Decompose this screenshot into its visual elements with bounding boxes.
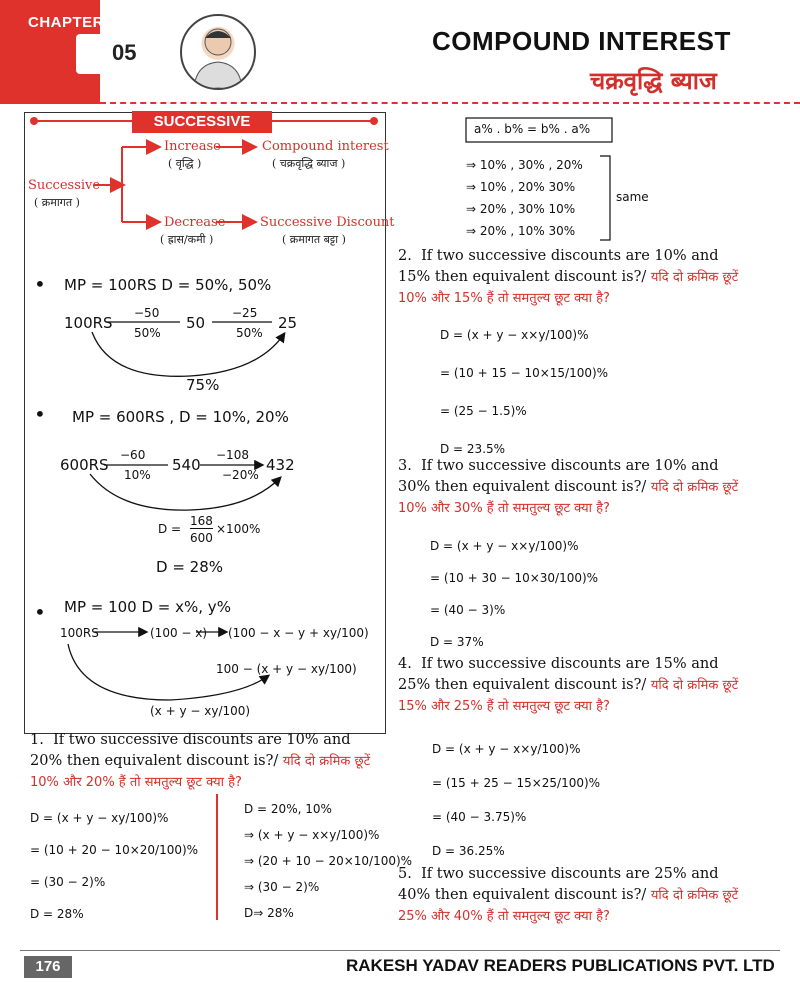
q1-alt-step: ⇒ (20 + 10 − 20×10/100)%: [244, 854, 413, 868]
successive-node: Successive: [28, 178, 101, 193]
question-3: [398, 456, 754, 519]
bullet: •: [34, 600, 46, 624]
page-title-hindi: चक्रवृद्धि ब्याज: [590, 67, 717, 95]
example1-line: MP = 100RS D = 50%, 50%: [64, 276, 272, 294]
decrease-node-hindi: ( ह्रास/कमी ): [160, 233, 214, 246]
order-row: ⇒ 20% , 10% 30%: [466, 224, 576, 238]
q2-work: [440, 316, 608, 468]
example1-end: 25: [278, 314, 298, 332]
q4-work: [432, 732, 600, 868]
q3-work: [430, 530, 598, 658]
q1-step: D = (x + y − xy/100)%: [30, 811, 169, 825]
q1-alt-step: ⇒ (x + y − x×y/100)%: [244, 828, 380, 842]
example2-calc-prefix: D =: [158, 522, 182, 536]
example1-step1-top: −50: [134, 306, 160, 320]
author-photo: [180, 14, 256, 90]
q3-step: = (10 + 30 − 10×30/100)%: [430, 571, 599, 585]
example2-result: D = 28%: [156, 558, 223, 576]
commutative-rows: [466, 154, 583, 242]
question-text-hindi: यदि दो क्रमिक छूटें 10% और 30% हैं तो समतुल्य छूट क्या है?: [398, 480, 739, 516]
order-row: ⇒ 10% , 30% , 20%: [466, 158, 583, 172]
q1-step: = (30 − 2)%: [30, 875, 106, 889]
commutative-box: a% . b% = b% . a%: [474, 122, 591, 136]
q3-step: = (40 − 3)%: [430, 603, 506, 617]
question-number: 3.: [398, 458, 412, 474]
page-title: COMPOUND INTEREST: [432, 26, 731, 56]
q4-step: = (15 + 25 − 15×25/100)%: [432, 776, 601, 790]
q4-step: D = 36.25%: [432, 844, 505, 858]
example2-mid: 540: [172, 456, 201, 474]
example1-mid: 50: [186, 314, 206, 332]
question-5: [398, 864, 754, 927]
bullet: •: [34, 402, 46, 426]
question-text: If two successive discounts are 10% and 15% then equivalent discount is?/: [398, 248, 719, 285]
example2-step2-bottom: −20%: [222, 468, 259, 482]
increase-node-hindi: ( वृद्धि ): [168, 157, 202, 170]
question-text-hindi: यदि दो क्रमिक छूटें 25% और 40% हैं तो समतुल्य छूट क्या है?: [398, 888, 739, 924]
q3-step: D = (x + y − x×y/100)%: [430, 539, 579, 553]
q1-alt-step: D = 20%, 10%: [244, 802, 332, 816]
question-number: 5.: [398, 866, 412, 882]
increase-node: Increase: [164, 139, 221, 154]
example1-total: 75%: [186, 376, 220, 394]
line-dot-right: [370, 117, 378, 125]
successive-discount-node-hindi: ( क्रमागत बट्टा ): [282, 233, 346, 246]
q2-step: D = 23.5%: [440, 442, 506, 456]
person-icon: [182, 16, 254, 88]
compound-interest-node-hindi: ( चक्रवृद्धि ब्याज ): [272, 157, 346, 170]
q4-step: D = (x + y − x×y/100)%: [432, 742, 581, 756]
example3-row2: 100 − (x + y − xy/100): [216, 662, 357, 676]
compound-interest-node: Compound interest: [262, 139, 389, 154]
q2-step: D = (x + y − x×y/100)%: [440, 328, 589, 342]
question-text-hindi: यदि दो क्रमिक छूटें 10% और 15% हैं तो समतुल्य छूट क्या है?: [398, 270, 739, 306]
question-text: If two successive discounts are 25% and 40% then equivalent discount is?/: [398, 866, 719, 903]
example2-step1-top: −60: [120, 448, 146, 462]
question-number: 4.: [398, 656, 412, 672]
example3-end: (100 − x − y + xy/100): [228, 626, 369, 640]
q1-alt-step: D⇒ 28%: [244, 906, 294, 920]
example2-end: 432: [266, 456, 295, 474]
example2-calc-suffix: ×100%: [216, 522, 261, 536]
page-number: 176: [24, 956, 72, 978]
question-text: If two successive discounts are 15% and 25% then equivalent discount is?/: [398, 656, 719, 693]
q1-step: = (10 + 20 − 10×20/100)%: [30, 843, 199, 857]
example2-step2-top: −108: [216, 448, 249, 462]
chapter-number: 05: [112, 40, 137, 65]
successive-discount-node: Successive Discount: [260, 215, 395, 230]
question-number: 2.: [398, 248, 412, 264]
question-text: If two successive discounts are 10% and 20% then equivalent discount is?/: [30, 732, 351, 769]
successive-node-hindi: ( क्रमागत ): [34, 196, 80, 209]
header-divider: [100, 102, 800, 104]
example3-line: MP = 100 D = x%, y%: [64, 598, 231, 616]
question-text-hindi: यदि दो क्रमिक छूटें 10% और 20% हैं तो समतुल्य छूट क्या है?: [30, 754, 371, 790]
decrease-node: Decrease: [164, 215, 226, 230]
example3-mid: (100 − x): [150, 626, 208, 640]
question-text-hindi: यदि दो क्रमिक छूटें 15% और 25% हैं तो समतुल्य छूट क्या है?: [398, 678, 739, 714]
line-dot-left: [30, 117, 38, 125]
order-row: ⇒ 10% , 20% 30%: [466, 180, 576, 194]
order-row: ⇒ 20% , 30% 10%: [466, 202, 576, 216]
q1-step: D = 28%: [30, 907, 84, 921]
q4-step: = (40 − 3.75)%: [432, 810, 527, 824]
example1-step1-bottom: 50%: [134, 326, 161, 340]
question-text: If two successive discounts are 10% and 30% then equivalent discount is?/: [398, 458, 719, 495]
example1-start: 100RS: [64, 314, 113, 332]
q1-work-right: [244, 796, 412, 926]
example2-calc-den: 600: [190, 531, 213, 545]
chapter-label: CHAPTER: [28, 14, 105, 31]
example2-calc-num: 168: [190, 514, 213, 528]
example1-step2-top: −25: [232, 306, 258, 320]
question-4: [398, 654, 754, 717]
bullet: •: [34, 272, 46, 296]
question-2: [398, 246, 754, 309]
example3-start: 100RS: [60, 626, 99, 640]
question-1: [30, 730, 382, 793]
example2-step1-bottom: 10%: [124, 468, 151, 482]
q1-alt-step: ⇒ (30 − 2)%: [244, 880, 320, 894]
q3-step: D = 37%: [430, 635, 484, 649]
example2-start: 600RS: [60, 456, 109, 474]
publisher-name: RAKESH YADAV READERS PUBLICATIONS PVT. LTD: [346, 956, 775, 975]
q1-work-left: [30, 802, 198, 930]
q2-step: = (10 + 15 − 10×15/100)%: [440, 366, 609, 380]
successive-label: SUCCESSIVE: [132, 111, 272, 133]
example1-step2-bottom: 50%: [236, 326, 263, 340]
same-note: same: [616, 190, 649, 204]
question-number: 1.: [30, 732, 44, 748]
example3-total: (x + y − xy/100): [150, 704, 251, 718]
q2-step: = (25 − 1.5)%: [440, 404, 527, 418]
footer-divider: [20, 950, 780, 951]
example2-line: MP = 600RS , D = 10%, 20%: [72, 408, 289, 426]
